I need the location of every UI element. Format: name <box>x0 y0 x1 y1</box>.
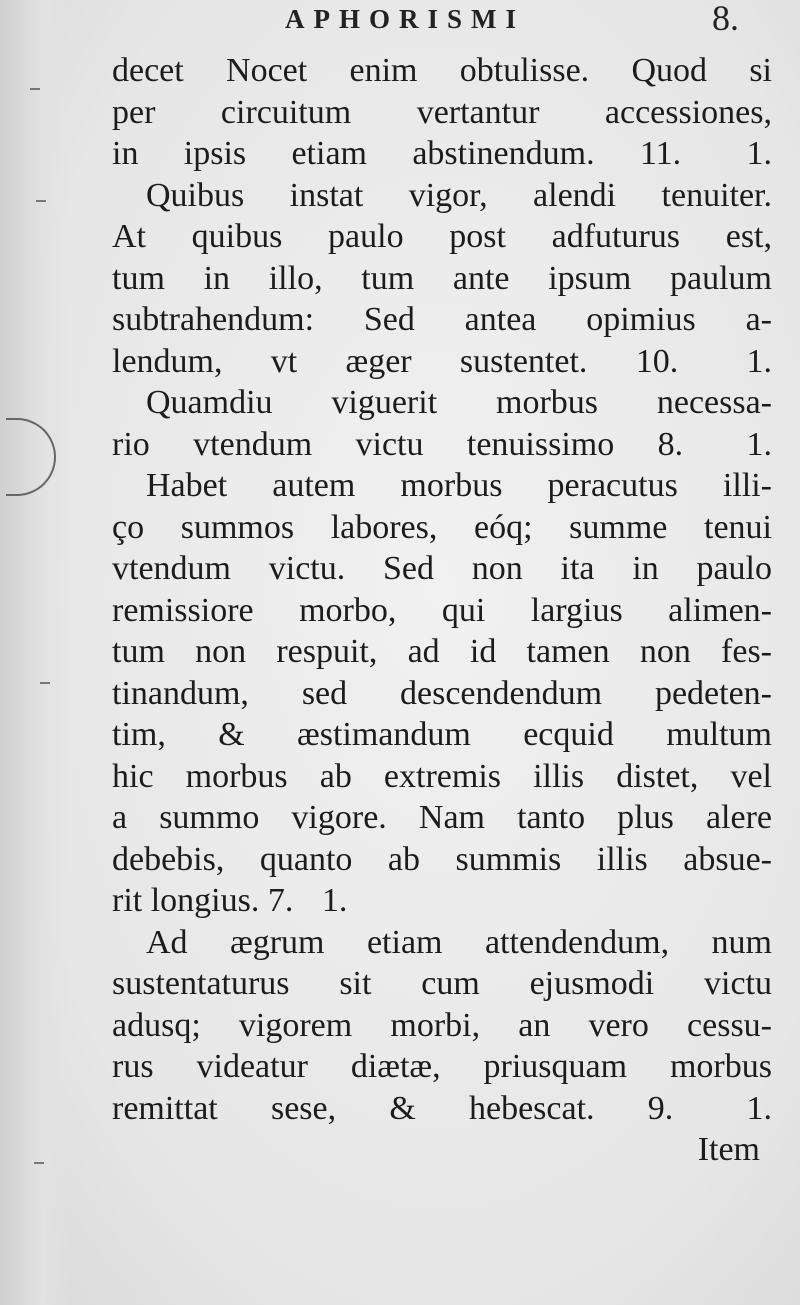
aphorism-reference: 7. 1. <box>267 882 348 919</box>
text-line: debebis, quanto ab summis illis absue- <box>112 840 772 878</box>
text-line: sustentaturus sit cum ejusmodi victu <box>112 965 772 1002</box>
text-line: ço summos labores, eóq; summe tenui <box>112 508 772 546</box>
text-line: Ad ægrum etiam attendendum, num <box>146 923 772 961</box>
page-gutter <box>0 0 70 1305</box>
text-line: adusq; vigorem morbi, an vero cessu- <box>112 1006 772 1044</box>
text-line: tum non respuit, ad id tamen non fes- <box>112 633 772 670</box>
text-line: remissiore morbo, qui largius alimen- <box>112 591 772 629</box>
aphorism-reference: 11. 1. <box>639 135 772 172</box>
margin-mark <box>30 88 40 90</box>
aphorism-text-block <box>112 50 772 1171</box>
catchword: Item <box>697 1131 760 1168</box>
text-line: rio vtendum victu tenuissimo 8. 1. <box>112 425 773 463</box>
aphorism-reference: 9. 1. <box>647 1089 773 1127</box>
text-line: At quibus paulo post adfuturus est, <box>112 218 772 255</box>
text-line: subtrahendum: Sed antea opimius a- <box>112 301 772 338</box>
text-line: Quibus instat vigor, alendi tenuiter. <box>146 176 772 214</box>
text-line: rit longius. 7. 1. <box>112 882 348 919</box>
running-title: APHORISMI <box>285 4 526 34</box>
text-line: remittat sese, & hebescat. 9. 1. <box>112 1089 773 1127</box>
text-line: lendum, vt æger sustentet. 10. 1. <box>112 342 772 380</box>
text-line: in ipsis etiam abstinendum. 11. 1. <box>112 135 772 172</box>
text-line: hic morbus ab extremis illis distet, vel <box>112 757 772 795</box>
aphorism-reference: 10. 1. <box>635 342 772 380</box>
margin-mark <box>34 1162 44 1164</box>
text-line: rus videatur diætæ, priusquam morbus <box>112 1048 772 1085</box>
page-number: 8. <box>712 0 739 38</box>
text-line: per circuitum vertantur accessiones, <box>112 93 772 131</box>
text-line: tum in illo, tum ante ipsum paulum <box>112 259 772 297</box>
text-line: tinandum, sed descendendum pedeten- <box>112 674 772 712</box>
text-line: Quamdiu viguerit morbus necessa- <box>146 384 772 421</box>
margin-mark <box>40 682 50 684</box>
text-line: tim, & æstimandum ecquid multum <box>112 716 772 753</box>
page-header <box>0 0 800 48</box>
aphorism-reference: 8. 1. <box>657 425 773 463</box>
margin-mark <box>36 200 46 202</box>
text-line: vtendum victu. Sed non ita in paulo <box>112 550 772 587</box>
text-line: a summo vigore. Nam tanto plus alere <box>112 799 772 836</box>
text-line: Habet autem morbus peracutus illi- <box>146 467 772 504</box>
text-line: decet Nocet enim obtulisse. Quod si <box>112 52 772 89</box>
